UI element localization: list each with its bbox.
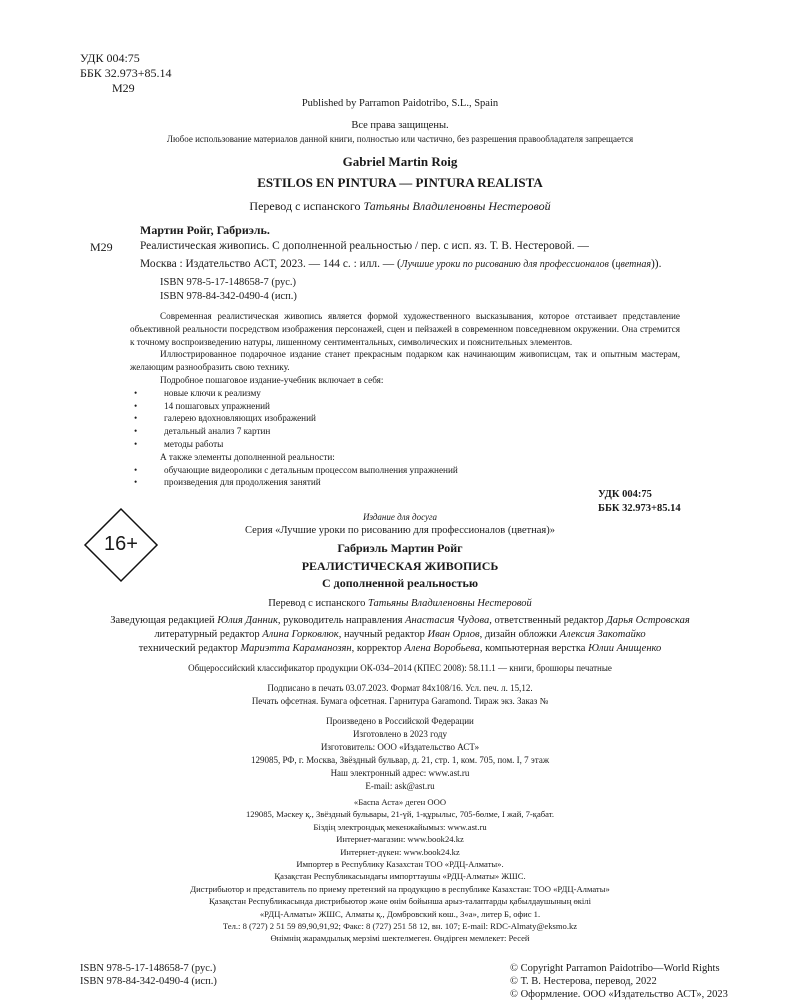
copyright-line: © Оформление. ООО «Издательство АСТ», 2023 <box>510 989 728 1000</box>
ar-features-list <box>130 464 680 490</box>
bbk-code: ББК 32.973+85.14 <box>80 66 172 80</box>
kazakhstan-line: Қазақстан Республикасында дистрибьютор және өнім бойынша арыз-талаптарды қабылдаушының өкілі <box>209 896 591 907</box>
biblio-line1: Реалистическая живопись. С дополненной реальностью / пер. с исп. яз. Т. В. Нестеровой. — <box>140 240 589 252</box>
kazakhstan-line: «РДЦ-Алматы» ЖШС, Алматы қ., Домбровский көш., 3«а», литер Б, офис 1. <box>259 908 541 919</box>
production-line: Изготовитель: ООО «Издательство АСТ» <box>320 742 480 752</box>
udk-code: УДК 004:75 <box>80 51 140 65</box>
production-line: E-mail: ask@ast.ru <box>365 781 435 791</box>
translation-credit-bottom <box>0 598 800 609</box>
biblio-author: Мартин Ройг, Габриэль. <box>140 223 270 237</box>
list-item: • галерею вдохновляющих изображений <box>130 412 680 425</box>
kazakhstan-line: 129085, Мәскеу қ., Звёздный бульвары, 21-үй, 1-құрылыс, 705-бөлме, I жай, 7-қабат. <box>246 809 554 820</box>
translation-credit-top <box>0 199 800 214</box>
role-label: , корректор <box>351 643 405 654</box>
rights: Все права защищены. <box>351 120 449 131</box>
biblio-isbn-ru: ISBN 978-5-17-148658-7 (рус.) <box>160 277 297 288</box>
role-label: технический редактор <box>138 643 241 654</box>
role-label: , руководитель направления <box>277 615 406 626</box>
isbn-line: ISBN 978-84-342-0490-4 (исп.) <box>80 976 217 987</box>
series: Серия «Лучшие уроки по рисованию для профессионалов (цветная)» <box>245 525 555 536</box>
annotation <box>130 310 680 489</box>
ru-subtitle: С дополненной реальностью <box>321 576 479 590</box>
production-line: 129085, РФ, г. Москва, Звёздный бульвар, д. 21, стр. 1, ком. 705, пом. I, 7 этаж <box>250 755 550 765</box>
translator-name: Татьяны Владиленовны Нестеровой <box>363 199 551 213</box>
person-name: Иван Орлов <box>427 629 480 640</box>
production-info <box>0 715 800 793</box>
original-title: ESTILOS EN PINTURA — PINTURA REALISTA <box>257 175 543 190</box>
biblio-end: )). <box>651 258 662 270</box>
bbk-code-right: ББК 32.973+85.14 <box>598 503 681 514</box>
role-label: , научный редактор <box>338 629 428 640</box>
person-name: Дарья Островская <box>606 615 690 626</box>
production-line: Изготовлено в 2023 году <box>353 729 447 739</box>
biblio-color: цветная <box>615 259 651 270</box>
person-name: Юлии Анищенко <box>588 643 662 654</box>
copyright-line: © Copyright Parramon Paidotribo—World Rights <box>510 963 720 974</box>
kazakhstan-line: Интернет-дүкен: www.book24.kz <box>340 846 460 857</box>
annotation-p3: Подробное пошаговое издание-учебник включает в себя: <box>160 374 384 385</box>
role-label: , ответственный редактор <box>489 615 607 626</box>
role-label: , компьютерная верстка <box>479 643 589 654</box>
copyright-block <box>510 962 728 1001</box>
editorial-credits <box>0 614 800 656</box>
person-name: Алексия Закотайко <box>559 629 646 640</box>
role-label: литературный редактор <box>154 629 263 640</box>
biblio-series: Лучшие уроки по рисованию для профессионалов <box>400 259 609 270</box>
production-line: Наш электронный адрес: www.ast.ru <box>330 768 470 778</box>
udk-code-right: УДК 004:75 <box>598 489 652 500</box>
person-name: Алена Воробьева <box>404 643 480 654</box>
list-item: • 14 пошаговых упражнений <box>130 400 680 413</box>
kazakhstan-line: Импортер в Республику Казахстан ТОО «РДЦ-Алматы». <box>296 859 504 870</box>
original-author: Gabriel Martin Roig <box>342 154 458 169</box>
kazakhstan-line: Дистрибьютор и представитель по приему претензий на продукцию в республике Казахстан: ТОО «РДЦ-Алматы» <box>190 883 610 894</box>
credit-line <box>0 642 800 656</box>
list-item: • детальный анализ 7 картин <box>130 425 680 438</box>
person-name: Мариэтта Караманозян <box>240 643 352 654</box>
credit-line <box>0 614 800 628</box>
ru-author: Габриэль Мартин Ройг <box>337 541 463 555</box>
kazakhstan-line: «Баспа Аста» деген ООО <box>353 797 447 807</box>
rights-notice: Любое использование материалов данной книги, полностью или частично, без разрешения правообладателя запрещается <box>166 134 634 144</box>
credit-line <box>0 628 800 642</box>
translation-prefix: Перевод с испанского <box>249 199 364 213</box>
classifier: Общероссийский классификатор продукции ОК-034–2014 (КПЕС 2008): 58.11.1 — книги, брошюры печатные <box>188 663 612 673</box>
list-item: • обучающие видеоролики с детальным процессом выполнения упражнений <box>130 464 680 477</box>
biblio-code: M29 <box>90 240 113 254</box>
biblio-line2 <box>140 258 661 270</box>
footer-isbn <box>80 962 217 988</box>
list-item: • методы работы <box>130 438 680 451</box>
annotation-p4: А также элементы дополненной реальности: <box>160 451 335 462</box>
kazakhstan-info <box>0 796 800 945</box>
udk-block-top <box>80 51 172 96</box>
annotation-p1: Современная реалистическая живопись является формой художественного высказывания, которое отстаивает представление объективной реальности посредством изображения персонажей, сцен и пейзажей в современном повседневном окружении. Она стремится к точному воспроизведению натуры, лишенному сентиментальных, символических и пояснительных элементов. <box>130 311 680 347</box>
print-info <box>0 682 800 708</box>
kazakhstan-line: Өнімнің жарамдылық мерзімі шектелмеген. Өндірген мемлекет: Ресей <box>270 933 530 944</box>
role-label: , дизайн обложки <box>479 629 560 640</box>
published-by: Published by Parramon Paidotribo, S.L., Spain <box>301 98 499 109</box>
print-line: Печать офсетная. Бумага офсетная. Гарнитура Garamond. Тираж экз. Заказ № <box>251 696 549 706</box>
features-list <box>130 387 680 451</box>
list-item: • новые ключи к реализму <box>130 387 680 400</box>
kazakhstan-line: Интернет-магазин: www.book24.kz <box>336 834 464 845</box>
copyright-line: © Т. В. Нестерова, перевод, 2022 <box>510 976 657 987</box>
person-name: Юлия Данник <box>217 615 278 626</box>
edition-type: Издание для досуга <box>362 512 438 522</box>
production-line: Произведено в Российской Федерации <box>326 716 474 726</box>
person-name: Алина Горковлюк <box>262 629 339 640</box>
print-line: Подписано в печать 03.07.2023. Формат 84x108/16. Усл. печ. л. 15,12. <box>267 683 533 693</box>
annotation-p2: Иллюстрированное подарочное издание станет прекрасным подарком как начинающим живописцам, так и опытным мастерам, желающим разнообразить свою технику. <box>130 349 680 373</box>
kazakhstan-line: Қазақстан Республикасындағы импорттаушы «РДЦ-Алматы» ЖШС. <box>274 871 526 882</box>
kazakhstan-line: Біздің электрондық мекенжайымыз: www.ast.ru <box>313 821 487 832</box>
age-rating: 16+ <box>104 533 138 555</box>
person-name: Анастасия Чудова <box>405 615 490 626</box>
biblio-sep: ( <box>608 258 616 270</box>
role-label: Заведующая редакцией <box>110 615 218 626</box>
biblio-publisher: Москва : Издательство АСТ, 2023. — 144 с. : илл. — ( <box>140 258 401 270</box>
biblio-isbn-es: ISBN 978-84-342-0490-4 (исп.) <box>160 291 297 302</box>
translator-name: Татьяны Владиленовны Нестеровой <box>368 598 532 609</box>
ru-title: РЕАЛИСТИЧЕСКАЯ ЖИВОПИСЬ <box>301 559 499 573</box>
author-mark: M29 <box>112 81 135 95</box>
kazakhstan-line: Тел.: 8 (727) 2 51 59 89,90,91,92; Факс: 8 (727) 251 58 12, вн. 107; E-mail: RDC-Almaty@eksmo.kz <box>222 921 578 932</box>
isbn-line: ISBN 978-5-17-148658-7 (рус.) <box>80 963 217 974</box>
list-item: • произведения для продолжения занятий <box>130 476 680 489</box>
translation-prefix: Перевод с испанского <box>268 598 369 609</box>
